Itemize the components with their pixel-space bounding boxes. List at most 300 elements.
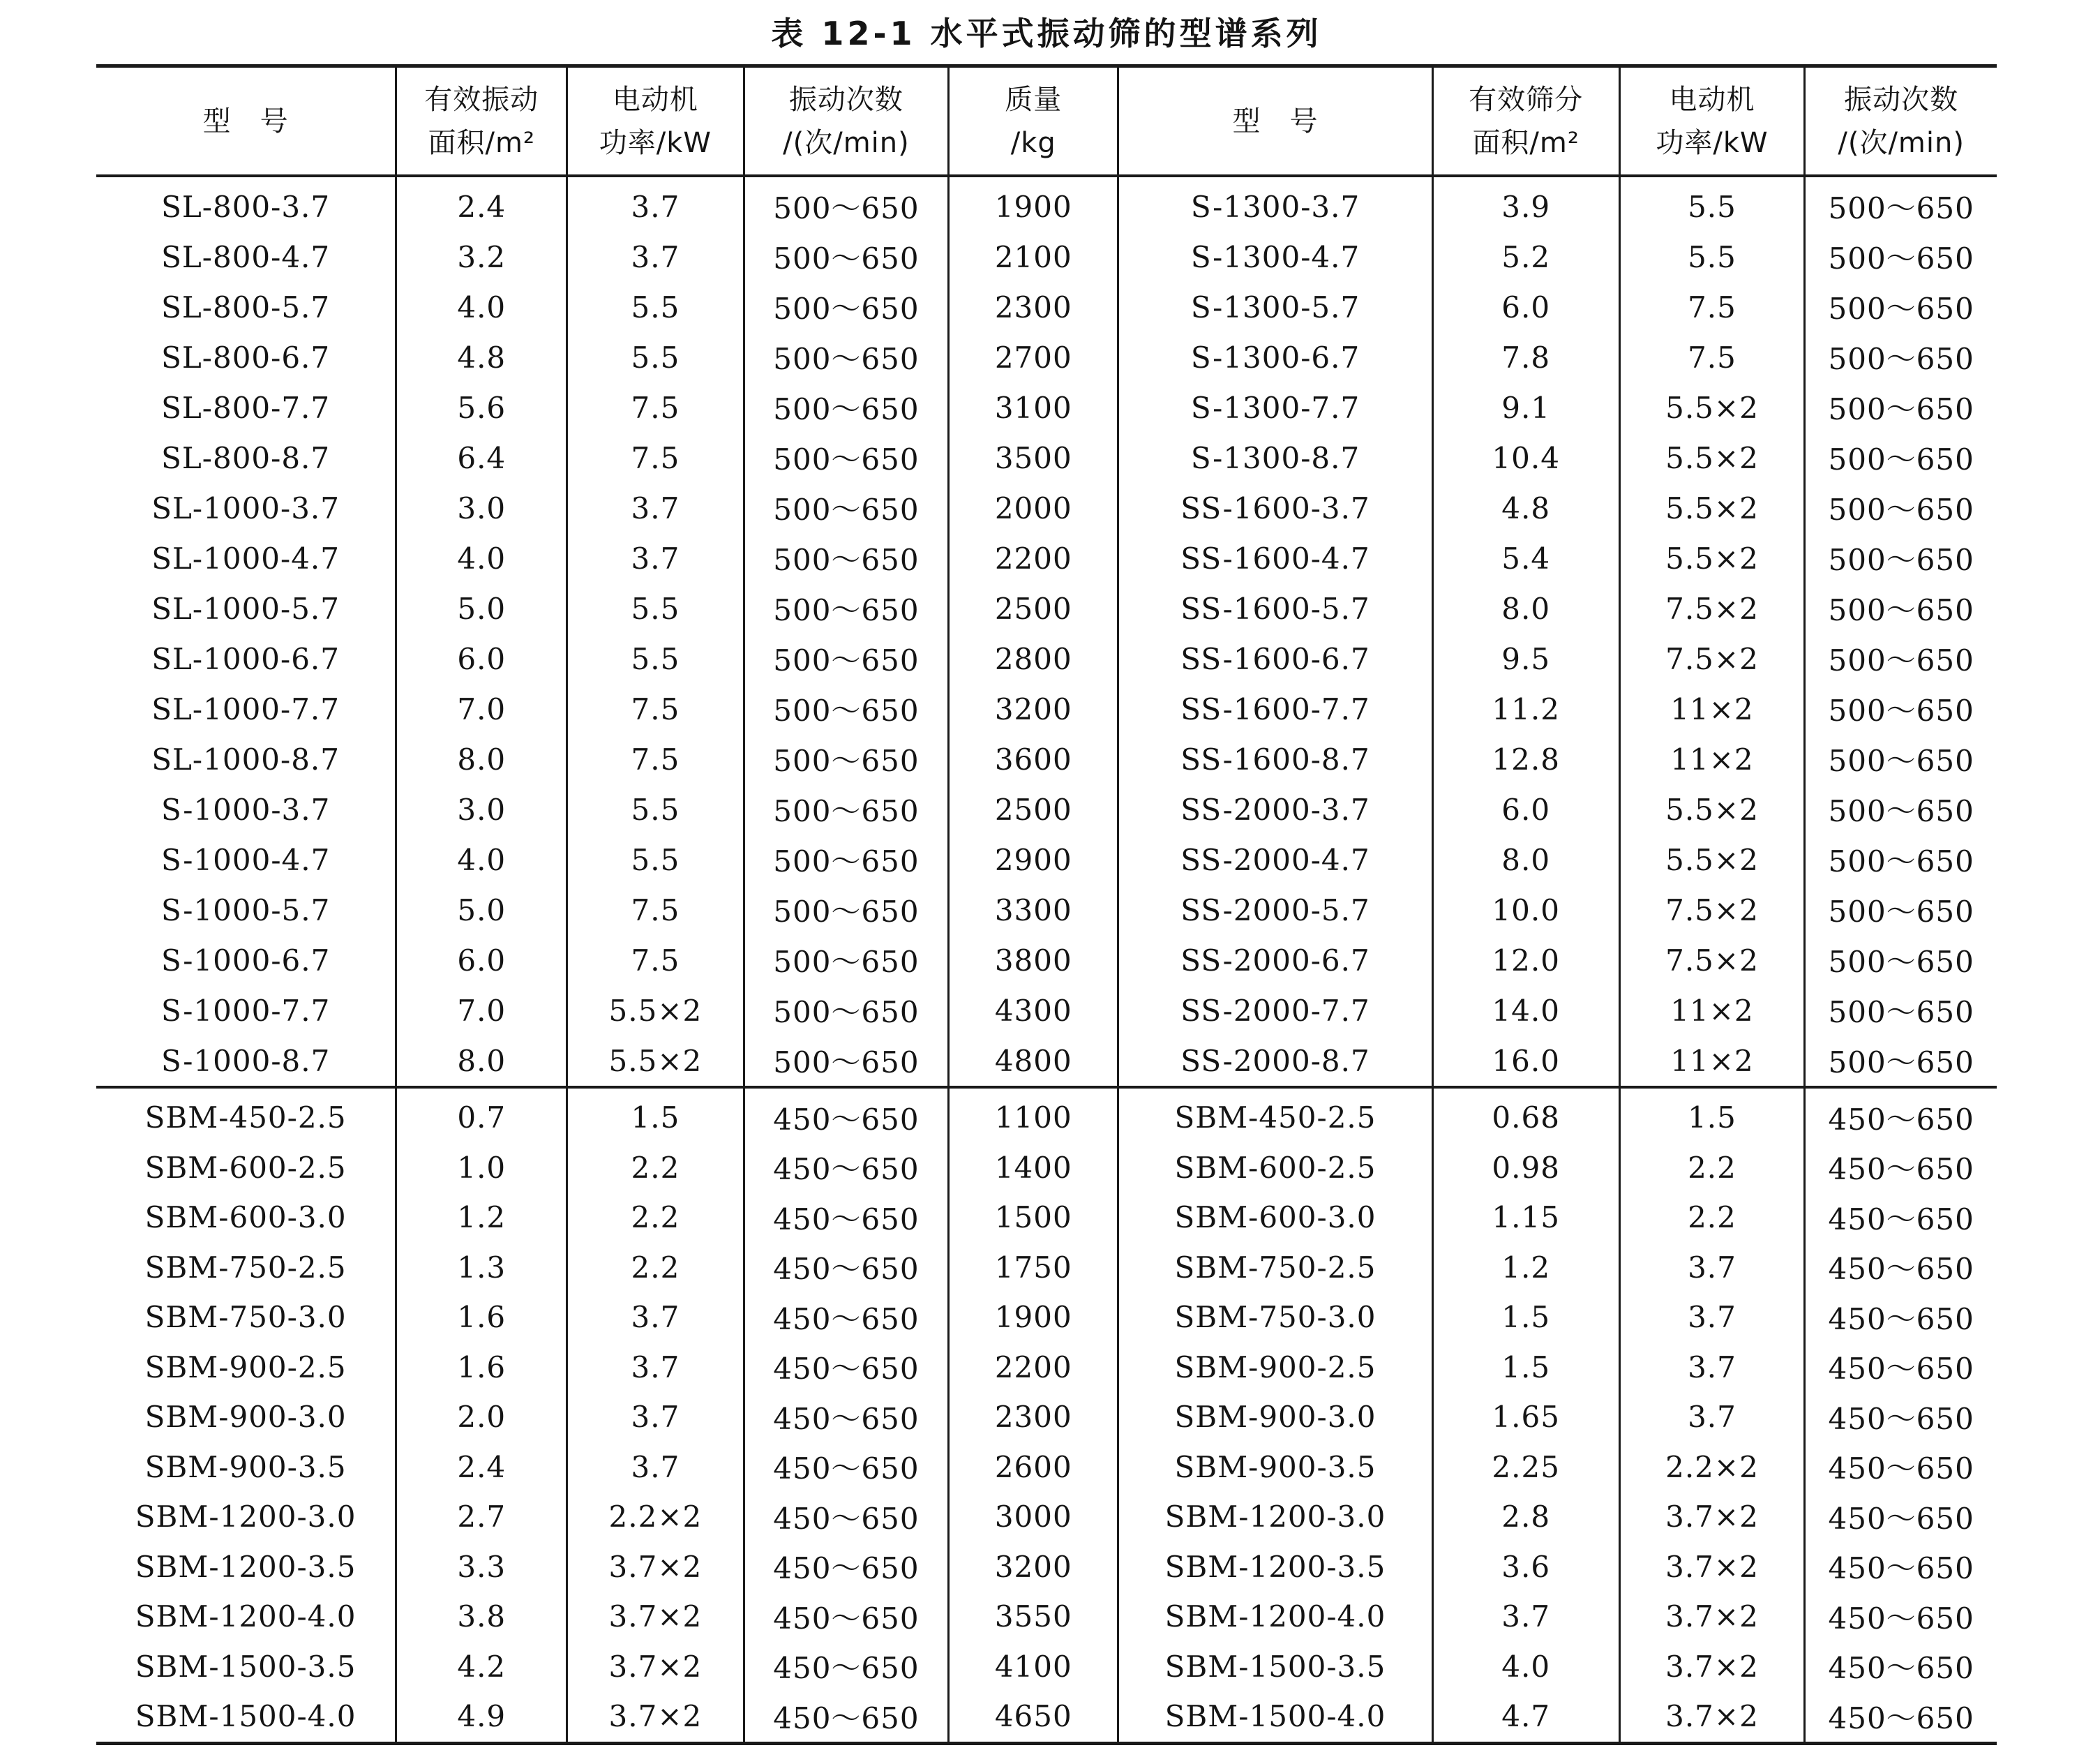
table-cell: 500～650 (744, 533, 949, 583)
table-cell: 3.7 (567, 1343, 744, 1393)
table-cell: 3300 (949, 885, 1118, 935)
table-cell: 1.0 (396, 1143, 567, 1193)
header-line: 型 号 (1232, 105, 1319, 137)
table-cell: 5.2 (1432, 232, 1619, 282)
table-cell: SS-1600-6.7 (1118, 634, 1433, 684)
header-line: /(次/min) (1838, 126, 1965, 159)
table-cell: 4.0 (396, 533, 567, 583)
table-cell: 500～650 (1805, 835, 1997, 885)
table-cell: S-1300-4.7 (1118, 232, 1433, 282)
table-cell: 5.0 (396, 885, 567, 935)
table-cell: 11×2 (1619, 734, 1805, 784)
table-body (96, 176, 1997, 1743)
table-cell: 7.0 (396, 985, 567, 1036)
table-cell: 3.9 (1432, 176, 1619, 232)
table-cell: 450～650 (744, 1691, 949, 1743)
table-cell: SBM-750-2.5 (144, 1250, 347, 1285)
table-cell: 2.4 (396, 1442, 567, 1493)
table-cell: 3.7 (1619, 1392, 1805, 1442)
table-cell: SBM-600-2.5 (1118, 1143, 1433, 1193)
header-vibration-freq-2 (1805, 66, 1997, 177)
table-cell: 2000 (949, 483, 1118, 533)
table-cell: 6.4 (396, 433, 567, 483)
table-row (96, 332, 1997, 382)
table-cell: 450～650 (1805, 1392, 1997, 1442)
table-cell: 500～650 (1805, 282, 1997, 332)
table-cell: 500～650 (744, 684, 949, 734)
table-cell: S-1000-3.7 (160, 792, 331, 827)
header-screen-area (1432, 66, 1619, 177)
table-cell: 2300 (949, 1392, 1118, 1442)
table-row (96, 1492, 1997, 1542)
table-cell: SBM-1200-4.0 (135, 1599, 357, 1634)
table-cell: 3600 (949, 734, 1118, 784)
table-cell: SS-2000-8.7 (1118, 1036, 1433, 1087)
table-cell: SBM-900-3.0 (1118, 1392, 1433, 1442)
table-cell: 7.5×2 (1619, 583, 1805, 634)
table-cell: 1750 (949, 1243, 1118, 1293)
table-cell: 450～650 (744, 1592, 949, 1642)
table-cell: 500～650 (1805, 935, 1997, 985)
table-cell: 500～650 (744, 232, 949, 282)
table-cell: 1400 (949, 1143, 1118, 1193)
table-cell: SS-1600-8.7 (1118, 734, 1433, 784)
table-cell: 8.0 (1432, 583, 1619, 634)
table-title: 表 12-1 水平式振动筛的型谱系列 (771, 15, 1322, 52)
table-cell: 1900 (949, 176, 1118, 232)
header-line: 型 号 (202, 105, 289, 137)
table-cell: S-1300-7.7 (1118, 382, 1433, 433)
header-line: 电动机 (612, 83, 698, 116)
table-cell: 3.7×2 (567, 1542, 744, 1592)
table-cell: SL-1000-4.7 (151, 541, 340, 576)
table-cell: 500～650 (744, 332, 949, 382)
table-cell: 0.7 (396, 1087, 567, 1143)
table-cell: 450～650 (1805, 1492, 1997, 1542)
table-cell: 2700 (949, 332, 1118, 382)
table-cell: SL-800-4.7 (161, 239, 331, 274)
table-cell: 500～650 (1805, 634, 1997, 684)
table-cell: 6.0 (1432, 282, 1619, 332)
table-cell: 500～650 (744, 483, 949, 533)
header-model-2 (1118, 66, 1433, 177)
table-cell: 5.5×2 (1619, 835, 1805, 885)
table-cell: 2200 (949, 1343, 1118, 1393)
table-cell: 3.7 (1619, 1292, 1805, 1343)
table-cell: 500～650 (1805, 734, 1997, 784)
table-cell: 12.8 (1432, 734, 1619, 784)
table-cell: 7.5 (1619, 282, 1805, 332)
table-cell: SS-1600-4.7 (1118, 533, 1433, 583)
table-row (96, 232, 1997, 282)
table-cell: SBM-450-2.5 (1118, 1087, 1433, 1143)
table-cell: SBM-1200-3.5 (1118, 1542, 1433, 1592)
table-row (96, 382, 1997, 433)
table-cell: 11×2 (1619, 985, 1805, 1036)
table-cell: 3.8 (396, 1592, 567, 1642)
table-cell: 3.7 (1619, 1243, 1805, 1293)
table-cell: 1.5 (1432, 1292, 1619, 1343)
table-cell: 5.5 (1619, 232, 1805, 282)
table-cell: 4.2 (396, 1642, 567, 1692)
table-cell: 5.5×2 (567, 1036, 744, 1087)
vibrating-screen-table (96, 64, 1997, 1745)
table-cell: 7.5×2 (1619, 634, 1805, 684)
table-cell: 450～650 (744, 1292, 949, 1343)
table-cell: 450～650 (1805, 1143, 1997, 1193)
table-cell: 2100 (949, 232, 1118, 282)
table-row (96, 1343, 1997, 1393)
table-cell: 5.5 (567, 583, 744, 634)
table-cell: 7.0 (396, 684, 567, 734)
table-cell: 500～650 (744, 985, 949, 1036)
table-cell: 2.4 (396, 176, 567, 232)
table-cell: SS-2000-5.7 (1118, 885, 1433, 935)
table-cell: 2.7 (396, 1492, 567, 1542)
table-cell: SBM-1200-3.0 (1118, 1492, 1433, 1542)
table-cell: 5.5 (567, 282, 744, 332)
table-cell: SBM-900-3.0 (144, 1400, 347, 1435)
table-cell: S-1000-4.7 (160, 842, 331, 877)
table-cell: 5.5 (567, 634, 744, 684)
table-cell: 2.2×2 (1619, 1442, 1805, 1493)
table-row (96, 734, 1997, 784)
table-cell: 500～650 (1805, 176, 1997, 232)
table-cell: 500～650 (744, 734, 949, 784)
table-cell: 1.65 (1432, 1392, 1619, 1442)
header-line: 振动次数 (788, 83, 903, 116)
table-cell: 500～650 (1805, 533, 1997, 583)
table-cell: 3.7×2 (567, 1642, 744, 1692)
table-cell: S-1300-3.7 (1118, 176, 1433, 232)
table-cell: 8.0 (1432, 835, 1619, 885)
table-cell: 500～650 (744, 433, 949, 483)
table-cell: 5.5 (567, 784, 744, 835)
table-cell: SBM-750-3.0 (144, 1300, 347, 1335)
header-line: 功率/kW (1656, 126, 1769, 159)
table-cell: 2.0 (396, 1392, 567, 1442)
table-cell: 500～650 (744, 1036, 949, 1087)
table-cell: 7.5×2 (1619, 885, 1805, 935)
table-cell: 500～650 (744, 583, 949, 634)
header-line: 振动次数 (1844, 83, 1959, 116)
table-cell: 1.15 (1432, 1193, 1619, 1243)
table-cell: 3.6 (1432, 1542, 1619, 1592)
header-row (96, 66, 1997, 177)
table-cell: SS-2000-6.7 (1118, 935, 1433, 985)
table-cell: 3.7×2 (1619, 1542, 1805, 1592)
table-cell: 3.7 (567, 1292, 744, 1343)
table-cell: 450～650 (1805, 1592, 1997, 1642)
table-cell: 3000 (949, 1492, 1118, 1542)
table-cell: SS-2000-3.7 (1118, 784, 1433, 835)
table-cell: 16.0 (1432, 1036, 1619, 1087)
table-cell: 11×2 (1619, 1036, 1805, 1087)
table-cell: 1.5 (567, 1087, 744, 1143)
table-row (96, 684, 1997, 734)
table-cell: SBM-900-2.5 (144, 1350, 347, 1384)
table-cell: 1.6 (396, 1343, 567, 1393)
table-cell: 450～650 (744, 1343, 949, 1393)
table-row (96, 935, 1997, 985)
table-cell: 450～650 (744, 1442, 949, 1493)
table-cell: 5.5×2 (567, 985, 744, 1036)
table-cell: 1900 (949, 1292, 1118, 1343)
table-cell: SL-800-7.7 (161, 390, 331, 425)
header-motor-power (567, 66, 744, 177)
table-cell: SBM-900-3.5 (1118, 1442, 1433, 1493)
table-cell: 1.5 (1432, 1343, 1619, 1393)
header-vibration-freq (744, 66, 949, 177)
header-line: 电动机 (1669, 83, 1755, 116)
table-cell: 450～650 (1805, 1442, 1997, 1493)
table-cell: 5.5×2 (1619, 784, 1805, 835)
table-cell: 2.2×2 (567, 1492, 744, 1542)
table-cell: 10.4 (1432, 433, 1619, 483)
table-cell: 7.5 (1619, 332, 1805, 382)
table-cell: 500～650 (1805, 583, 1997, 634)
table-cell: SL-1000-5.7 (151, 591, 340, 626)
table-cell: 5.5×2 (1619, 483, 1805, 533)
table-cell: 4.7 (1432, 1691, 1619, 1743)
table-cell: 3.7×2 (1619, 1592, 1805, 1642)
table-cell: SBM-1200-4.0 (1118, 1592, 1433, 1642)
table-cell: 2500 (949, 583, 1118, 634)
table-cell: 5.5×2 (1619, 433, 1805, 483)
table-cell: 450～650 (1805, 1691, 1997, 1743)
table-cell: SBM-1500-4.0 (135, 1699, 357, 1734)
table-cell: 9.5 (1432, 634, 1619, 684)
table-cell: 500～650 (1805, 332, 1997, 382)
table-row (96, 1243, 1997, 1293)
table-cell: SBM-900-2.5 (1118, 1343, 1433, 1393)
table-cell: 1.5 (1619, 1087, 1805, 1143)
table-cell: SBM-750-2.5 (1118, 1243, 1433, 1293)
table-cell: 3.7 (1619, 1343, 1805, 1393)
table-row (96, 483, 1997, 533)
table-cell: 8.0 (396, 1036, 567, 1087)
table-cell: 3.7×2 (1619, 1492, 1805, 1542)
table-cell: 5.5×2 (1619, 382, 1805, 433)
table-cell: S-1000-8.7 (160, 1043, 331, 1078)
table-cell: SL-800-6.7 (161, 340, 331, 375)
table-cell: 3.7×2 (567, 1592, 744, 1642)
table-cell: 450～650 (1805, 1642, 1997, 1692)
table-row (96, 784, 1997, 835)
header-mass (949, 66, 1118, 177)
table-cell: 2800 (949, 634, 1118, 684)
table-cell: 450～650 (1805, 1193, 1997, 1243)
header-line: 有效振动 (424, 83, 539, 116)
table-cell: 3.0 (396, 483, 567, 533)
table-cell: 4650 (949, 1691, 1118, 1743)
table-cell: 500～650 (744, 634, 949, 684)
table-cell: 3.7×2 (1619, 1642, 1805, 1692)
table-cell: 500～650 (744, 176, 949, 232)
table-cell: 4.0 (1432, 1642, 1619, 1692)
table-cell: 7.5 (567, 885, 744, 935)
table-cell: 500～650 (1805, 985, 1997, 1036)
table-cell: SL-1000-6.7 (151, 641, 340, 676)
table-cell: 5.5 (1619, 176, 1805, 232)
table-cell: 7.5 (567, 935, 744, 985)
table-cell: 11×2 (1619, 684, 1805, 734)
table-cell: 1.3 (396, 1243, 567, 1293)
table-row (96, 1592, 1997, 1642)
table-cell: 3.7 (567, 533, 744, 583)
table-row (96, 433, 1997, 483)
table-cell: 6.0 (396, 935, 567, 985)
table-cell: 2.2 (567, 1143, 744, 1193)
table-cell: 8.0 (396, 734, 567, 784)
table-cell: SBM-1500-3.5 (1118, 1642, 1433, 1692)
table-cell: 3.2 (396, 232, 567, 282)
table-cell: 3.7 (567, 232, 744, 282)
table-cell: 450～650 (744, 1392, 949, 1442)
table-cell: 2.8 (1432, 1492, 1619, 1542)
table-cell: 3.3 (396, 1542, 567, 1592)
table-row (96, 1143, 1997, 1193)
table-cell: SS-1600-7.7 (1118, 684, 1433, 734)
table-cell: 4.0 (396, 835, 567, 885)
table-cell: 450～650 (744, 1492, 949, 1542)
table-cell: SBM-750-3.0 (1118, 1292, 1433, 1343)
table-cell: SL-1000-8.7 (151, 742, 340, 777)
table-row (96, 835, 1997, 885)
table-cell: 500～650 (744, 885, 949, 935)
table-cell: SBM-900-3.5 (144, 1449, 347, 1484)
table-cell: 4.9 (396, 1691, 567, 1743)
table-row (96, 1442, 1997, 1493)
table-cell: SS-2000-7.7 (1118, 985, 1433, 1036)
table-cell: 500～650 (1805, 433, 1997, 483)
table-cell: 2.2 (567, 1193, 744, 1243)
table-cell: 500～650 (1805, 483, 1997, 533)
table-cell: 1.6 (396, 1292, 567, 1343)
table-cell: 5.0 (396, 583, 567, 634)
table-cell: 500～650 (1805, 684, 1997, 734)
table-cell: 4300 (949, 985, 1118, 1036)
table-cell: 450～650 (744, 1087, 949, 1143)
table-cell: 450～650 (1805, 1243, 1997, 1293)
table-cell: SS-1600-5.7 (1118, 583, 1433, 634)
table-cell: 4100 (949, 1642, 1118, 1692)
table-cell: 3200 (949, 684, 1118, 734)
table-cell: 500～650 (744, 784, 949, 835)
table-row (96, 1642, 1997, 1692)
table-cell: SBM-1500-3.5 (135, 1649, 357, 1684)
table-cell: 3.7 (567, 483, 744, 533)
table-cell: 3500 (949, 433, 1118, 483)
header-motor-power-2 (1619, 66, 1805, 177)
table-cell: SL-800-8.7 (161, 440, 331, 475)
table-row (96, 1691, 1997, 1743)
header-line: 功率/kW (599, 126, 712, 159)
table-cell: 2.2 (567, 1243, 744, 1293)
table-row (96, 985, 1997, 1036)
table-cell: 2500 (949, 784, 1118, 835)
table-cell: 500～650 (744, 835, 949, 885)
table-cell: 9.1 (1432, 382, 1619, 433)
header-area (396, 66, 567, 177)
table-cell: SL-800-5.7 (161, 290, 331, 324)
table-row (96, 1292, 1997, 1343)
header-line: /kg (1010, 126, 1056, 159)
table-cell: 500～650 (1805, 784, 1997, 835)
table-cell: 7.5 (567, 734, 744, 784)
header-line: 有效筛分 (1469, 83, 1584, 116)
table-cell: SBM-600-3.0 (144, 1200, 347, 1235)
table-cell: 3.7 (1432, 1592, 1619, 1642)
table-cell: 2300 (949, 282, 1118, 332)
table-cell: 3.7×2 (567, 1691, 744, 1743)
table-cell: SL-1000-3.7 (151, 491, 340, 525)
table-cell: 500～650 (744, 282, 949, 332)
table-cell: 5.5 (567, 332, 744, 382)
table-cell: 450～650 (744, 1642, 949, 1692)
table-cell: 7.5×2 (1619, 935, 1805, 985)
table-cell: 2600 (949, 1442, 1118, 1493)
table-cell: 450～650 (1805, 1292, 1997, 1343)
table-cell: 0.98 (1432, 1143, 1619, 1193)
table-cell: SBM-600-2.5 (144, 1150, 347, 1185)
table-cell: 7.8 (1432, 332, 1619, 382)
table-cell: 2.25 (1432, 1442, 1619, 1493)
table-cell: 450～650 (744, 1243, 949, 1293)
table-row (96, 533, 1997, 583)
table-cell: SBM-1200-3.5 (135, 1549, 357, 1584)
table-cell: 6.0 (1432, 784, 1619, 835)
table-cell: SS-1600-3.7 (1118, 483, 1433, 533)
table-cell: 1.2 (1432, 1243, 1619, 1293)
table-row (96, 1542, 1997, 1592)
table-cell: 1.2 (396, 1193, 567, 1243)
table-cell: 450～650 (1805, 1542, 1997, 1592)
table-cell: 3550 (949, 1592, 1118, 1642)
table-cell: 0.68 (1432, 1087, 1619, 1143)
table-cell: 14.0 (1432, 985, 1619, 1036)
table-cell: 3800 (949, 935, 1118, 985)
table-row (96, 1087, 1997, 1143)
table-cell: 450～650 (1805, 1087, 1997, 1143)
table-cell: 7.5 (567, 382, 744, 433)
table-cell: 4.8 (396, 332, 567, 382)
table-row (96, 885, 1997, 935)
table-cell: 500～650 (1805, 1036, 1997, 1087)
table-cell: 1100 (949, 1087, 1118, 1143)
table-cell: 3.7 (567, 176, 744, 232)
table-cell: 500～650 (744, 935, 949, 985)
table-row (96, 1392, 1997, 1442)
table-cell: 12.0 (1432, 935, 1619, 985)
table-cell: 450～650 (744, 1542, 949, 1592)
table-cell: 4800 (949, 1036, 1118, 1087)
header-line: 面积/m² (1472, 126, 1580, 159)
table-cell: S-1300-8.7 (1118, 433, 1433, 483)
table-cell: 4.0 (396, 282, 567, 332)
table-cell: 5.4 (1432, 533, 1619, 583)
table-cell: 5.6 (396, 382, 567, 433)
table-cell: 3.7 (567, 1442, 744, 1493)
table-row (96, 1036, 1997, 1087)
table-cell: 3200 (949, 1542, 1118, 1592)
table-cell: 500～650 (1805, 885, 1997, 935)
table-cell: 2200 (949, 533, 1118, 583)
table-cell: 500～650 (1805, 382, 1997, 433)
table-cell: 4.8 (1432, 483, 1619, 533)
header-model (96, 66, 396, 177)
table-cell: S-1300-5.7 (1118, 282, 1433, 332)
